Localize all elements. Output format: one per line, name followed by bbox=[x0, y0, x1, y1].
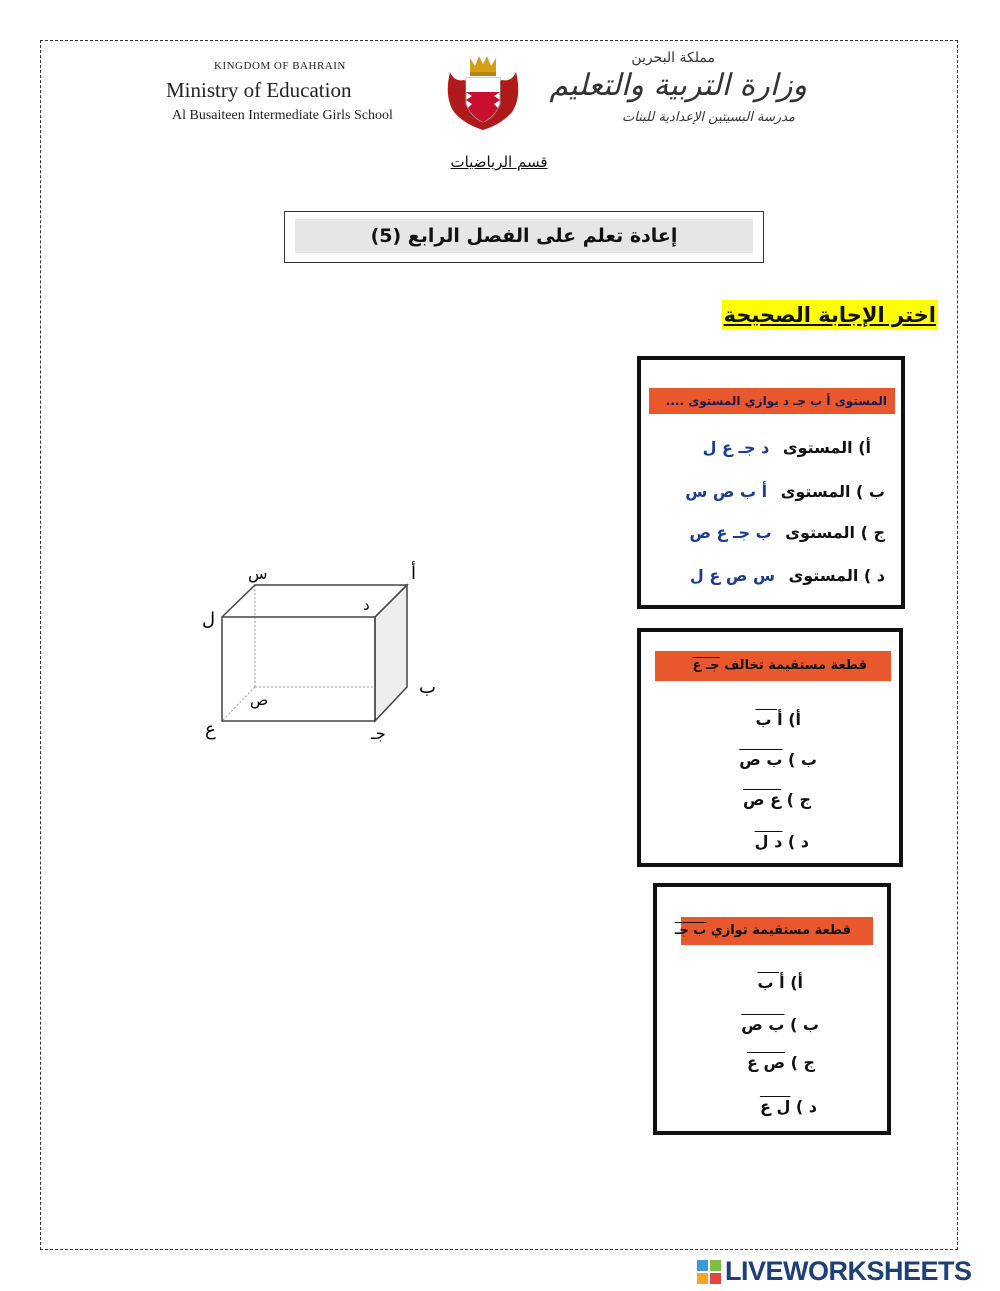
question-3-prompt: قطعة مستقيمة توازي ب جـ bbox=[681, 917, 873, 945]
vertex-label-sad: ص bbox=[250, 691, 269, 709]
q2-option-c[interactable]: ج ) ع ص bbox=[742, 790, 811, 809]
q1-option-b[interactable]: ب ) المستوى أ ب ص س bbox=[685, 482, 885, 501]
liveworksheets-logo-icon bbox=[697, 1260, 721, 1284]
cuboid-figure bbox=[195, 555, 455, 765]
q2-option-b[interactable]: ب ) ب ص bbox=[739, 750, 817, 769]
vertex-label-ain: ع bbox=[205, 719, 216, 740]
q1-option-d[interactable]: د ) المستوى س ص ع ل bbox=[689, 566, 885, 585]
q3-option-d[interactable]: د ) ل ع bbox=[759, 1097, 817, 1116]
q3-option-b[interactable]: ب ) ب ص bbox=[741, 1015, 819, 1034]
question-1-prompt: المستوى أ ب جـ د يوازي المستوى .... bbox=[649, 388, 895, 414]
vertex-label-a: أ bbox=[411, 563, 417, 584]
school-en: Al Busaiteen Intermediate Girls School bbox=[172, 108, 393, 123]
q3-option-a[interactable]: أ) أ ب bbox=[757, 973, 803, 992]
q2-option-d[interactable]: د ) د ل bbox=[754, 832, 809, 851]
worksheet-title: إعادة تعلم على الفصل الرابع (5) bbox=[295, 219, 753, 253]
q1-option-a[interactable]: أ) المستوى د جـ ع ل bbox=[702, 438, 871, 457]
vertex-label-jeem: جـ bbox=[371, 724, 386, 743]
kingdom-en: KINGDOM OF BAHRAIN bbox=[214, 60, 346, 72]
vertex-label-s: س bbox=[248, 564, 268, 583]
school-ar: مدرسة البسيتين الإعدادية للبنات bbox=[622, 110, 795, 125]
title-box bbox=[284, 211, 764, 263]
q1-option-c[interactable]: ج ) المستوى ب جـ ع ص bbox=[689, 523, 885, 542]
side-face bbox=[375, 585, 407, 721]
top-face bbox=[222, 585, 407, 617]
segment-label: ب جـ bbox=[674, 923, 707, 938]
question-2-prompt: قطعة مستقيمة تخالف جـ ع bbox=[655, 651, 891, 681]
instruction: اختر الإجابة الصحيحة bbox=[722, 300, 938, 330]
q2-option-a[interactable]: أ) أ ب bbox=[755, 710, 801, 729]
vertex-label-d: د bbox=[363, 596, 370, 614]
question-card-1 bbox=[637, 356, 905, 609]
front-face bbox=[222, 617, 375, 721]
brand-name: LIVEWORKSHEETS bbox=[725, 1256, 972, 1286]
ministry-en: Ministry of Education bbox=[166, 78, 352, 102]
segment-label: جـ ع bbox=[692, 658, 720, 673]
ministry-ar: وزارة التربية والتعليم bbox=[549, 68, 807, 103]
q3-option-c[interactable]: ج ) ص ع bbox=[746, 1053, 815, 1072]
department-label: قسم الرياضيات bbox=[450, 153, 548, 171]
bahrain-emblem-icon bbox=[442, 52, 524, 132]
kingdom-ar: مملكة البحرين bbox=[631, 50, 715, 66]
question-card-2 bbox=[637, 628, 903, 867]
question-card-3 bbox=[653, 883, 891, 1135]
vertex-label-l: ل bbox=[202, 609, 216, 630]
vertex-label-b: ب bbox=[419, 677, 436, 698]
